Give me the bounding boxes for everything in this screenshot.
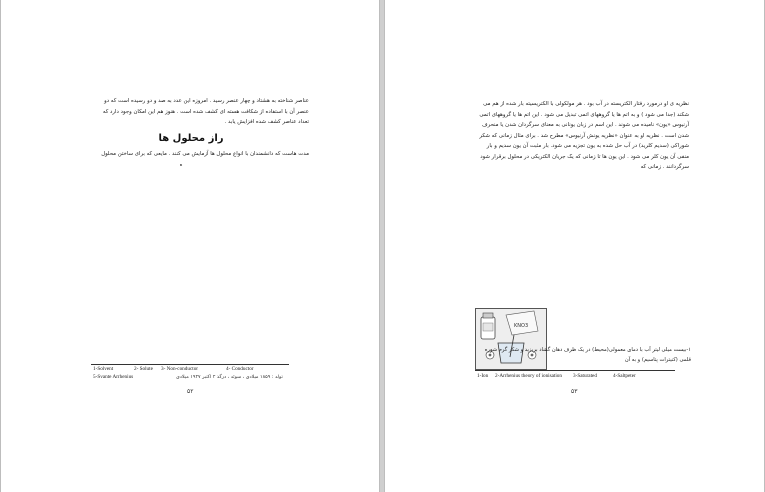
- footnote-ion: 1-Ion: [477, 373, 489, 379]
- footnote-arrhenius-theory: 2-Arrhenius theory of ionisation: [495, 373, 562, 379]
- footnote-solvent: 1-Solvent: [93, 366, 114, 372]
- section-heading: راز محلول ها: [158, 133, 224, 144]
- left-paragraph-2: مدت هاست که دانشمندان با انواع محلول ها آزمایش می کنند . مایعی که برای ساختن محلول: [101, 151, 309, 157]
- footnote-conductor: 4- Conductor: [226, 366, 254, 372]
- footnote-birth-info: تولد : ۱۸۵۹ میلادی ، سوئد ، درگذ ۲ اکتبر ۱۹۲۷ میلادی: [176, 375, 283, 380]
- footnote-arrhenius: 5-Svante Arrhenius: [93, 374, 134, 380]
- svg-text:KNO3: KNO3: [514, 323, 529, 329]
- left-paragraph-2-tail: ه: [179, 162, 183, 168]
- footnote-rule-right: [475, 370, 675, 371]
- footnote-rule: [91, 364, 289, 365]
- left-paragraph-1: عناصر شناخته به هشتاد و چهار عنصر رسید . امروزه این عدد به صد و دو رسیده است که دو عنصر آن با استفاده از شکافت هسته ای کشف شده است . هنوز هم این امکان وجود دارد که تعداد عناصر کشف شده افزایش یابد .: [102, 98, 309, 125]
- footnote-saltpeter: 4-Saltpeter: [613, 373, 636, 379]
- right-paragraph-1: نظریه ی او درمورد رفتار الکتریسته در آب بود . هر مولکولی با الکتریسیته بار شده از هم می شکند (جدا می شود ) و به اتم ها یا گروههای اتمی تبدیل می شود . این اتم ها یا گروههای اتمی آرنیوس «یون» نامیده می شوند . این اسم در زبان یونانی به معنای سرگردان شدن یا منحرف شدن است . نظریه او به عنوان «نظریه یونش آرنیوس» مطرح شد . برای مثال زمانی که شکر شوراکی (سدیم کلرید) در آب حل شده به یون تجزیه می شود. بار مثبت آن یون سدیم و بار منفی آن یون کلر می شود . این یون ها تا زمانی که یک جریان الکتریکی در محلول برقرار شود سرگردانند . زمانی که: [479, 101, 689, 170]
- footnote-solute: 2- Solute: [134, 366, 153, 372]
- left-page: [0, 0, 380, 492]
- footnote-non-conductor: 3- Non-conductor: [161, 366, 199, 372]
- page-number-left: ۵۲: [187, 388, 194, 395]
- footnote-saturated: 3-Saturated: [573, 373, 597, 379]
- page-number-right: ۵۳: [571, 388, 578, 395]
- right-page: [384, 0, 765, 492]
- figure-caption: ۱-بیست میلی لیتر آب با دمای معمولی(محیط) در یک ظرف دهان گشاد بریزید و شکر گرم شوره قلمی (کنیترات پتاسیم) و به آن: [484, 347, 691, 363]
